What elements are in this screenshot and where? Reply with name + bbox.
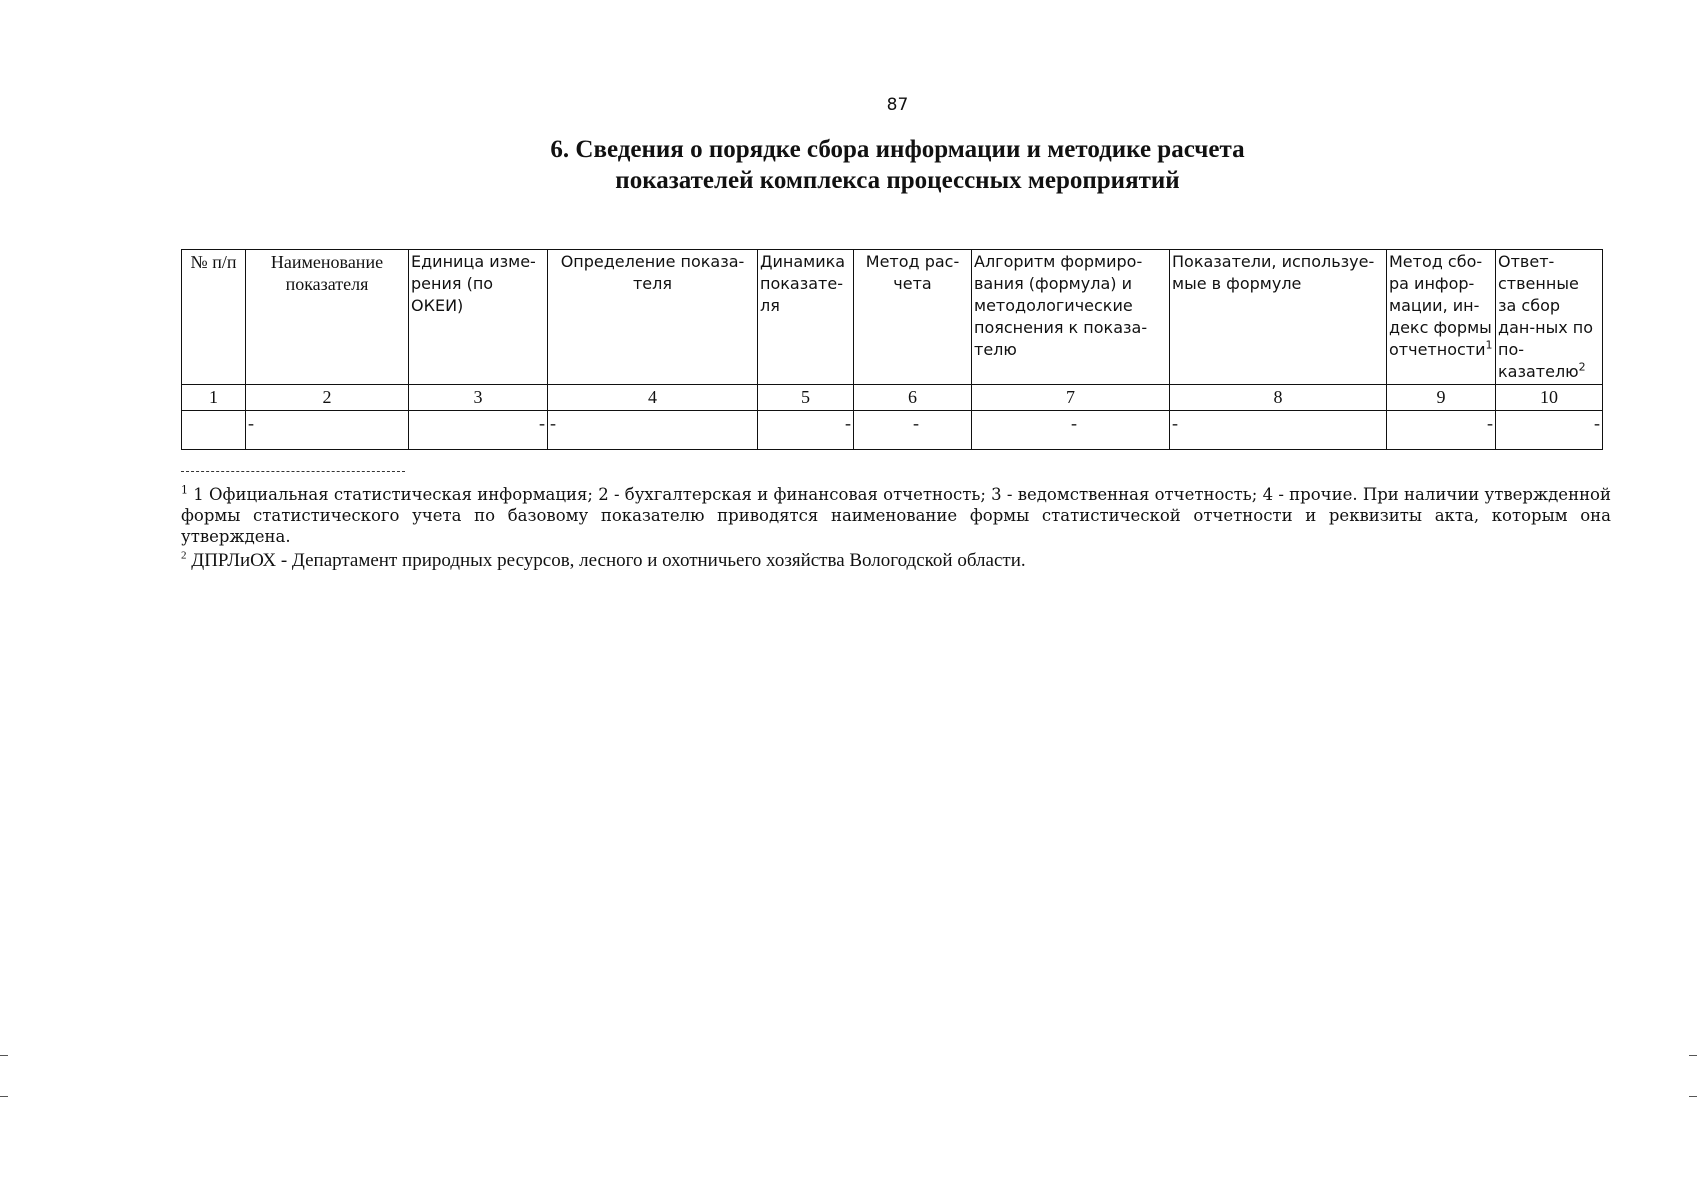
header-cell-calc-method: Метод рас-чета: [854, 250, 972, 385]
header-cell-definition: Определение показа-теля: [548, 250, 758, 385]
header-cell-number: № п/п: [182, 250, 246, 385]
title-line-1: 6. Сведения о порядке сбора информации и методике расчета: [550, 136, 1245, 163]
column-number-cell: 10: [1496, 385, 1603, 411]
header-cell-dynamics: Динамика показате-ля: [758, 250, 854, 385]
footnote-ref-2: 2: [1578, 360, 1586, 374]
footnote-2: [181, 550, 1611, 572]
data-cell-collection-method: -: [1387, 411, 1496, 450]
header-row: [182, 250, 1603, 385]
data-cell-unit: -: [409, 411, 548, 450]
data-cell-algorithm: -: [972, 411, 1170, 450]
info-collection-table: [181, 249, 1603, 450]
data-cell-calc-method: -: [854, 411, 972, 450]
header-cell-algorithm: Алгоритм формиро-вания (формула) и методологические пояснения к показа-телю: [972, 250, 1170, 385]
header-cell-responsible-text: Ответ-ственные за сбор дан-ных по по-казателю: [1498, 252, 1593, 381]
data-cell-responsible: -: [1496, 411, 1603, 450]
footnote-separator: [181, 471, 405, 472]
footnote-1-mark: 1: [181, 483, 188, 497]
title-line-2: показателей комплекса процессных мероприятий: [615, 167, 1180, 194]
column-number-row: [182, 385, 1603, 411]
data-cell-dynamics: -: [758, 411, 854, 450]
header-cell-responsible: [1496, 250, 1603, 385]
data-cell-name: -: [246, 411, 409, 450]
data-cell-definition: -: [548, 411, 758, 450]
footnotes: [181, 484, 1611, 572]
column-number-cell: 2: [246, 385, 409, 411]
header-cell-unit: Единица изме-рения (по ОКЕИ): [409, 250, 548, 385]
column-number-cell: 7: [972, 385, 1170, 411]
footnote-1-text: 1 Официальная статистическая информация; 2 - бухгалтерская и финансовая отчетность; 3 - ведомственная отчетность; 4 - прочие. При наличии утвержденной формы статистического учета по базовому показателю приводятся наименование формы статистической отчетности и реквизиты акта, которым она утверждена.: [181, 485, 1611, 546]
footnote-ref-1: 1: [1485, 338, 1493, 352]
column-number-cell: 5: [758, 385, 854, 411]
column-number-cell: 9: [1387, 385, 1496, 411]
column-number-cell: 8: [1170, 385, 1387, 411]
column-number-cell: 6: [854, 385, 972, 411]
column-number-cell: 1: [182, 385, 246, 411]
footnote-2-text: ДПРЛиОХ - Департамент природных ресурсов, лесного и охотничьего хозяйства Вологодской области.: [191, 550, 1026, 571]
page-title: [0, 134, 1697, 196]
column-number-cell: 3: [409, 385, 548, 411]
column-number-cell: 4: [548, 385, 758, 411]
data-cell-formula-indicators: -: [1170, 411, 1387, 450]
table-row: [182, 411, 1603, 450]
header-cell-name: Наименование показателя: [246, 250, 409, 385]
header-cell-collection-method-text: Метод сбо-ра инфор-мации, ин-декс формы отчетности: [1389, 252, 1492, 359]
footnote-1: [181, 484, 1611, 547]
footnote-2-mark: 2: [181, 549, 187, 562]
right-edge-marks: [1689, 1055, 1697, 1097]
page-number: 87: [886, 95, 909, 115]
left-edge-marks: [0, 1055, 8, 1097]
data-cell-number: [182, 411, 246, 450]
header-cell-collection-method: [1387, 250, 1496, 385]
header-cell-formula-indicators: Показатели, используе-мые в формуле: [1170, 250, 1387, 385]
